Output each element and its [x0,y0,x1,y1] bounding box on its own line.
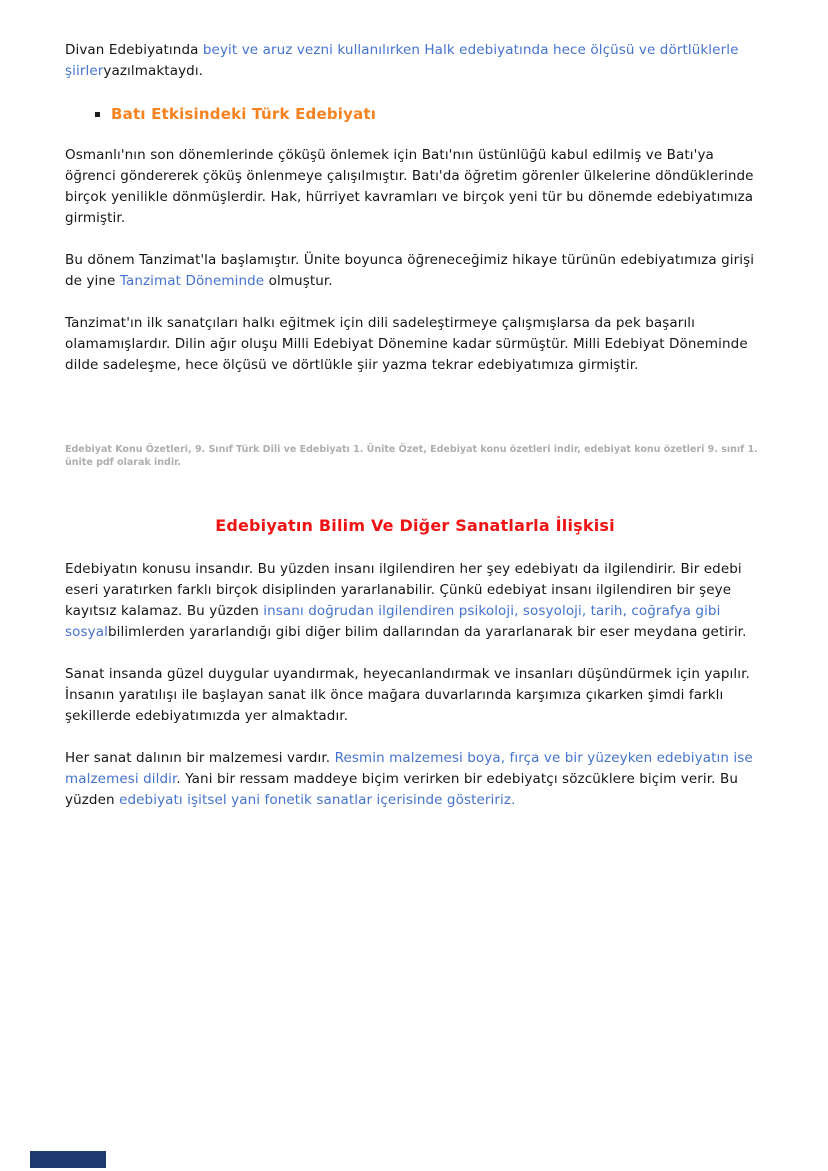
footer-logo-box [30,1151,106,1168]
text-run: bilimlerden yararlandığı gibi diğer bilim dallarından da yararlanarak bir eser meydana getirir. [107,624,747,640]
text-run: yazılmaktaydı. [103,63,204,79]
text-run: Divan Edebiyatında [65,42,203,58]
link-text[interactable]: Resmin malzemesi boya, fırça ve bir yüzeyken edebiyatın ise malzemesi dildir [65,750,758,787]
paragraph-ilk-sanatcilar [65,313,765,376]
text-run: Osmanlı'nın son dönemlerinde çöküşü önlemek için Batı'nın üstünlüğü kabul edilmiş ve Batı'ya öğrenci göndererek çöküş önlenmeye çalışılmıştır. Batı'da öğretim görenler ülkelerine döndüklerinde birçok yenilikle dönmüşlerdir. Hak, hürriyet kavramları ve birçok yeni tür bu dönemde edebiyatımıza girmiştir. [65,147,758,226]
square-bullet-icon [95,112,100,117]
paragraph-tanzimat [65,250,765,292]
link-text[interactable]: Tanzimat Döneminde [119,273,265,289]
paragraph-edebiyat-konusu [65,559,765,643]
text-run: Edebiyatın konusu insandır. Bu yüzden insanı ilgilendiren her şey edebiyatı da ilgilendirir. Bir edebi eseri yaratırken farklı birçok disiplinden yararlanabilir. Çünkü edebiyat insanı ilgilendiren bir şeye kayıtsız kalamaz. Bu yüzden [65,561,747,619]
text-run: Her sanat dalının bir malzemesi vardır. [65,750,335,766]
link-text[interactable]: insanı doğrudan ilgilendiren psikoloji, sosyoloji, tarih, coğrafya gibi sosyal [65,603,725,640]
text-run: olmuştur. [264,273,333,289]
link-text[interactable]: beyit ve aruz vezni kullanılırken Halk edebiyatında hece ölçüsü ve dörtlüklerle şiirler [65,42,743,79]
text-run: Bu dönem Tanzimat'la başlamıştır. Ünite boyunca öğreneceğimiz hikaye türünün edebiyatımıza girişi de yine [65,252,759,289]
seo-caption-text: Edebiyat Konu Özetleri, 9. Sınıf Türk Dili ve Edebiyatı 1. Ünite Özet, Edebiyat konu özetleri indir, edebiyat konu özetleri 9. sınıf 1. ünite pdf olarak indir. [65,444,758,468]
document-content [65,40,765,832]
section-heading-text: Batı Etkisindeki Türk Edebiyatı [111,105,377,123]
section-heading-bati-etkisi [95,105,765,123]
text-run: . Yani bir ressam maddeye biçim verirken bir edebiyatçı sözcüklere biçim verir. Bu yüzden [65,771,743,808]
paragraph-sanat-malzemesi [65,748,765,811]
text-run: Tanzimat'ın ilk sanatçıları halkı eğitmek için dili sadeleştirmeye çalışmışlarsa da pek başarılı olamamışlardır. Dilin ağır oluşu Milli Edebiyat Dönemine kadar sürmüştür. Milli Edebiyat Döneminde dilde sadeleşme, hece ölçüsü ve dörtlükle şiir yazma tekrar edebiyatımıza girmiştir. [65,315,753,373]
text-run: Sanat insanda güzel duygular uyandırmak, heyecanlandırmak ve insanları düşündürmek için yapılır. İnsanın yaratılışı ile başlayan sanat ilk önce mağara duvarlarında karşımıza çıkarken şimdi farklı şekillerde edebiyatımızda yer almaktadır. [65,666,755,724]
section-heading-bilim-iliskisi: Edebiyatın Bilim Ve Diğer Sanatlarla İlişkisi [215,516,615,535]
paragraph-divan-edebiyati [65,40,765,82]
paragraph-sanat-duygular [65,664,765,727]
link-text[interactable]: edebiyatı işitsel yani fonetik sanatlar içerisinde gösteririz. [119,792,516,808]
paragraph-osmanli [65,145,765,229]
